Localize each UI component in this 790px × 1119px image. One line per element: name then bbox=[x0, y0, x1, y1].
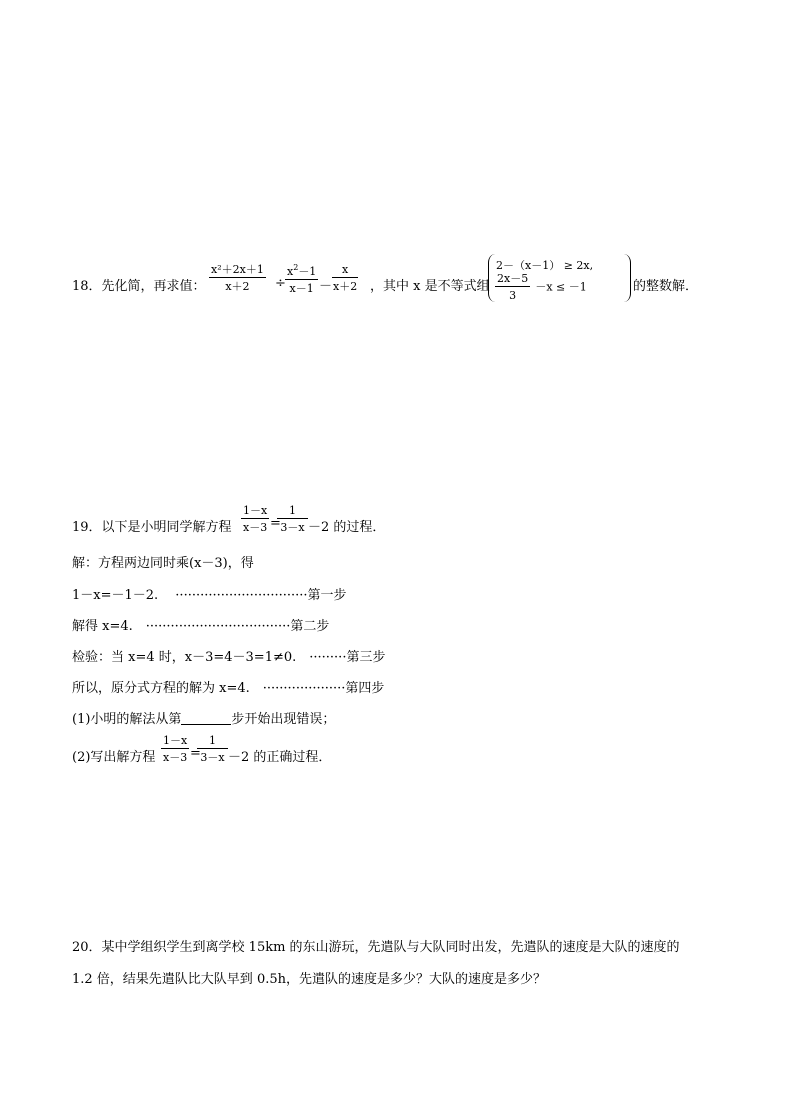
q18-tail: 的整数解． bbox=[633, 279, 699, 294]
q19-step-4: 所以，原分式方程的解为 x=4. ····················第四步 bbox=[72, 681, 385, 696]
q18-f3-numerator: x bbox=[332, 264, 358, 278]
q18-fraction-1 bbox=[208, 264, 267, 292]
q18-inequality-1: 2－（x－1） ≥ 2x, bbox=[496, 259, 594, 272]
q19-step-2: 解得 x=4. ···································第二步 bbox=[72, 619, 330, 634]
q18-ineq2-rest: －x ≤ －1 bbox=[535, 280, 587, 294]
right-brace bbox=[624, 254, 631, 302]
q19-fraction-1: $\frac{1-x}{x-3}$ bbox=[243, 504, 268, 534]
q18-f2-denominator: x－1 bbox=[289, 282, 314, 295]
q20-line-1: 20．某中学组织学生到离学校 15km 的东山游玩，先遣队与大队同时出发，先遣队的速度是大队的速度的 bbox=[72, 940, 680, 955]
q19-fraction-2: $\frac{1}{3-x}$ bbox=[276, 505, 309, 533]
q18-mid-text: ，其中 x 是不等式组 bbox=[370, 279, 490, 294]
q18-inequality-2 bbox=[494, 273, 587, 301]
q19-step-1: 1－x=－1－2. ································第一步 bbox=[72, 588, 347, 603]
answer-blank[interactable] bbox=[181, 712, 231, 725]
q18-f1-denominator: x＋2 bbox=[225, 280, 250, 293]
q18-ineq2-denominator: 3 bbox=[509, 289, 517, 302]
q19-lead: 19．以下是小明同学解方程 bbox=[72, 520, 232, 535]
q19-solution-line-1: 解：方程两边同时乘(x－3)，得 bbox=[72, 556, 254, 571]
q19-subquestion-1: (1)小明的解法从第 步开始出现错误； bbox=[72, 712, 336, 727]
q19-rest: －2 的过程． bbox=[308, 520, 386, 535]
q19-step-3: 检验：当 x=4 时，x－3=4－3=1≠0. ·········第三步 bbox=[72, 650, 386, 665]
q18-f2-numerator: $x^2-1$ bbox=[287, 263, 317, 278]
q18-ineq2-numerator: 2x－5 bbox=[497, 272, 529, 285]
q19-equals: = bbox=[270, 516, 281, 531]
q18-lead: 18．先化简，再求值： bbox=[72, 279, 206, 294]
q19-sub2-fraction-1: $\frac{1-x}{x-3}$ bbox=[163, 734, 188, 764]
q18-div-sign: ÷ bbox=[275, 276, 286, 291]
q18-fraction-2 bbox=[284, 264, 319, 294]
q20-line-2: 1.2 倍，结果先遣队比大队早到 0.5h，先遣队的速度是多少？大队的速度是多少？ bbox=[72, 972, 546, 987]
q18-f3-denominator: x＋2 bbox=[333, 280, 358, 293]
q19-sub2-fraction-2: $\frac{1}{3-x}$ bbox=[196, 735, 229, 763]
q18-fraction-3 bbox=[330, 264, 360, 292]
q18-minus-sign: － bbox=[319, 279, 333, 294]
q18-f1-numerator: x²＋2x＋1 bbox=[211, 263, 264, 276]
